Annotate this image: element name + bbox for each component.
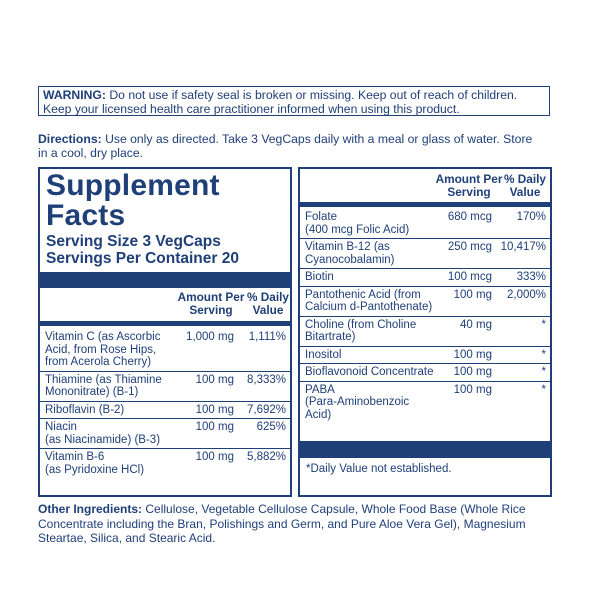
nutrient-name [305,211,409,236]
thick-divider-bar [40,272,290,288]
nutrient-name-line: Bitartrate) [305,331,356,343]
nutrient-name [45,451,144,476]
nutrient-daily-value: 2,000% [506,288,546,301]
nutrient-name-line: (as Pyridoxine HCl) [45,463,145,476]
warning-box [38,86,550,116]
nutrient-row [300,269,550,287]
nutrient-row [40,372,290,402]
nutrient-name-line: Cyanocobalamin) [305,253,395,266]
left-nutrient-rows [40,329,290,479]
nutrient-daily-value: 1,111% [248,331,286,343]
nutrient-name-line: Vitamin C (as Ascorbic [45,331,161,343]
nutrient-name [305,289,432,314]
nutrient-name-line: Thiamine (as Thiamine [45,373,162,386]
directions-line-1 [38,132,558,146]
nutrient-amount: 100 mg [195,421,234,433]
nutrient-name [305,384,409,422]
nutrient-name-line: Riboflavin (B-2) [45,403,125,416]
header-daily-value [240,291,296,317]
nutrient-amount: 100 mcg [447,271,492,283]
nutrient-daily-value: 5,882% [246,451,286,463]
serving-info [46,233,239,267]
nutrient-name-line: Bioflavonoid Concentrate [305,366,434,378]
nutrient-amount: 100 mg [453,348,492,361]
nutrient-name-line: Acid) [305,408,332,421]
nutrient-row [40,419,290,449]
nutrient-daily-value: * [541,383,546,396]
nutrient-name [45,374,162,399]
nutrient-row [300,239,550,269]
nutrient-name-line: Choline (from Choline [305,318,417,331]
header-amount-right [434,173,504,199]
nutrient-name-line: Inositol [305,348,342,361]
nutrient-daily-value: * [541,318,546,331]
nutrient-amount: 680 mcg [447,211,492,223]
directions-text-1: Use only as directed. Take 3 VegCaps daily with a meal or glass of water. Store [105,132,533,146]
other-line-2: Concentrate including the Bran, Polishings and Germ, and Pure Aloe Vera Gel), Magnesium [38,516,526,531]
nutrient-name [305,366,434,379]
directions-line-2: in a cool, dry place. [38,146,144,160]
title-line-1: Supplement [46,169,220,202]
nutrient-name-line: (as Niacinamide) (B-3) [45,433,161,446]
nutrient-name-line: Niacin [45,421,77,433]
directions-label: Directions: [38,132,102,146]
nutrient-daily-value: 333% [516,271,546,283]
nutrient-row [300,287,550,317]
nutrient-row [40,402,290,420]
nutrient-name-line: Acid, from Rose Hips, [45,343,157,356]
nutrient-row [40,449,290,479]
supplement-facts-title [46,171,220,231]
header-amount-right-line-1: Amount Per [435,172,503,186]
header-dv-line-1: % Daily [247,290,289,304]
nutrient-daily-value: * [541,348,546,361]
warning-line-2: Keep your licensed health care practitioner informed when using this product. [43,101,460,116]
nutrient-amount: 100 mg [453,288,492,301]
nutrient-amount: 40 mg [460,318,492,331]
supplement-facts-left-panel [38,167,292,497]
nutrient-daily-value: * [541,366,546,378]
nutrient-name-line: Vitamin B-6 [45,451,105,463]
nutrient-name-line: Biotin [305,271,334,283]
nutrient-name [305,349,341,362]
nutrient-name-line: Folate [305,211,337,223]
nutrient-row [300,347,550,365]
nutrient-daily-value: 170% [516,211,546,223]
header-dv-line-2: Value [252,303,284,317]
nutrient-amount: 100 mg [195,451,234,463]
nutrient-amount: 100 mg [195,373,234,386]
nutrient-name-line: from Acerola Cherry) [45,356,152,368]
nutrient-daily-value: 8,333% [246,373,286,386]
nutrient-name [45,331,160,369]
header-divider-right [300,202,550,207]
nutrient-name [45,421,160,446]
nutrient-amount: 1,000 mg [186,331,234,343]
nutrient-name [45,404,124,417]
bottom-divider-bar [300,441,550,458]
other-line-1 [38,502,562,517]
nutrient-amount: 100 mg [453,383,492,396]
nutrient-daily-value: 7,692% [246,403,286,416]
header-divider [40,321,290,326]
nutrient-name-line: Calcium d-Pantothenate) [305,301,433,313]
nutrient-name [305,241,395,266]
header-dv-right-line-2: Value [509,185,541,199]
header-daily-value-right [496,173,554,199]
other-line-3: Steartae, Silica, and Stearic Acid. [38,531,216,545]
nutrient-name [305,271,334,284]
nutrient-name-line: PABA [305,383,335,396]
nutrient-name-line: Pantothenic Acid (from [305,288,421,301]
directions [38,132,558,160]
footnote: *Daily Value not established. [306,463,452,475]
nutrient-amount: 250 mcg [447,241,492,253]
warning-line-1 [43,89,545,103]
nutrient-name-line: Mononitrate) (B-1) [45,386,139,398]
nutrient-row [300,382,550,425]
header-amount-line-2: Serving [189,303,233,317]
other-label: Other Ingredients: [38,502,143,516]
nutrient-row [300,209,550,239]
nutrient-row [300,317,550,347]
title-line-2: Facts [46,199,126,232]
nutrient-amount: 100 mg [195,403,234,416]
nutrient-name-line: (400 mcg Folic Acid) [305,223,410,236]
header-amount-right-line-2: Serving [447,185,491,199]
warning-label: WARNING: [43,88,106,102]
header-dv-right-line-1: % Daily [504,172,546,186]
warning-text-1: Do not use if safety seal is broken or missing. Keep out of reach of children. [109,88,518,102]
other-text-1: Cellulose, Vegetable Cellulose Capsule, Whole Food Base (Whole Rice [145,502,526,516]
nutrient-daily-value: 625% [256,421,286,433]
nutrient-name-line: Vitamin B-12 (as [305,241,390,253]
nutrient-row [300,364,550,382]
header-amount [176,291,246,317]
nutrient-row [40,329,290,372]
header-amount-line-1: Amount Per [177,290,245,304]
right-nutrient-rows [300,209,550,424]
nutrient-name [305,319,416,344]
servings-per-container: Servings Per Container 20 [46,250,239,267]
supplement-facts-right-panel [298,167,552,497]
nutrient-name-line: (Para-Aminobenzoic [305,396,410,408]
nutrient-daily-value: 10,417% [500,241,546,253]
other-ingredients [38,502,562,546]
serving-size: Serving Size 3 VegCaps [46,233,221,250]
nutrient-amount: 100 mg [453,366,492,378]
